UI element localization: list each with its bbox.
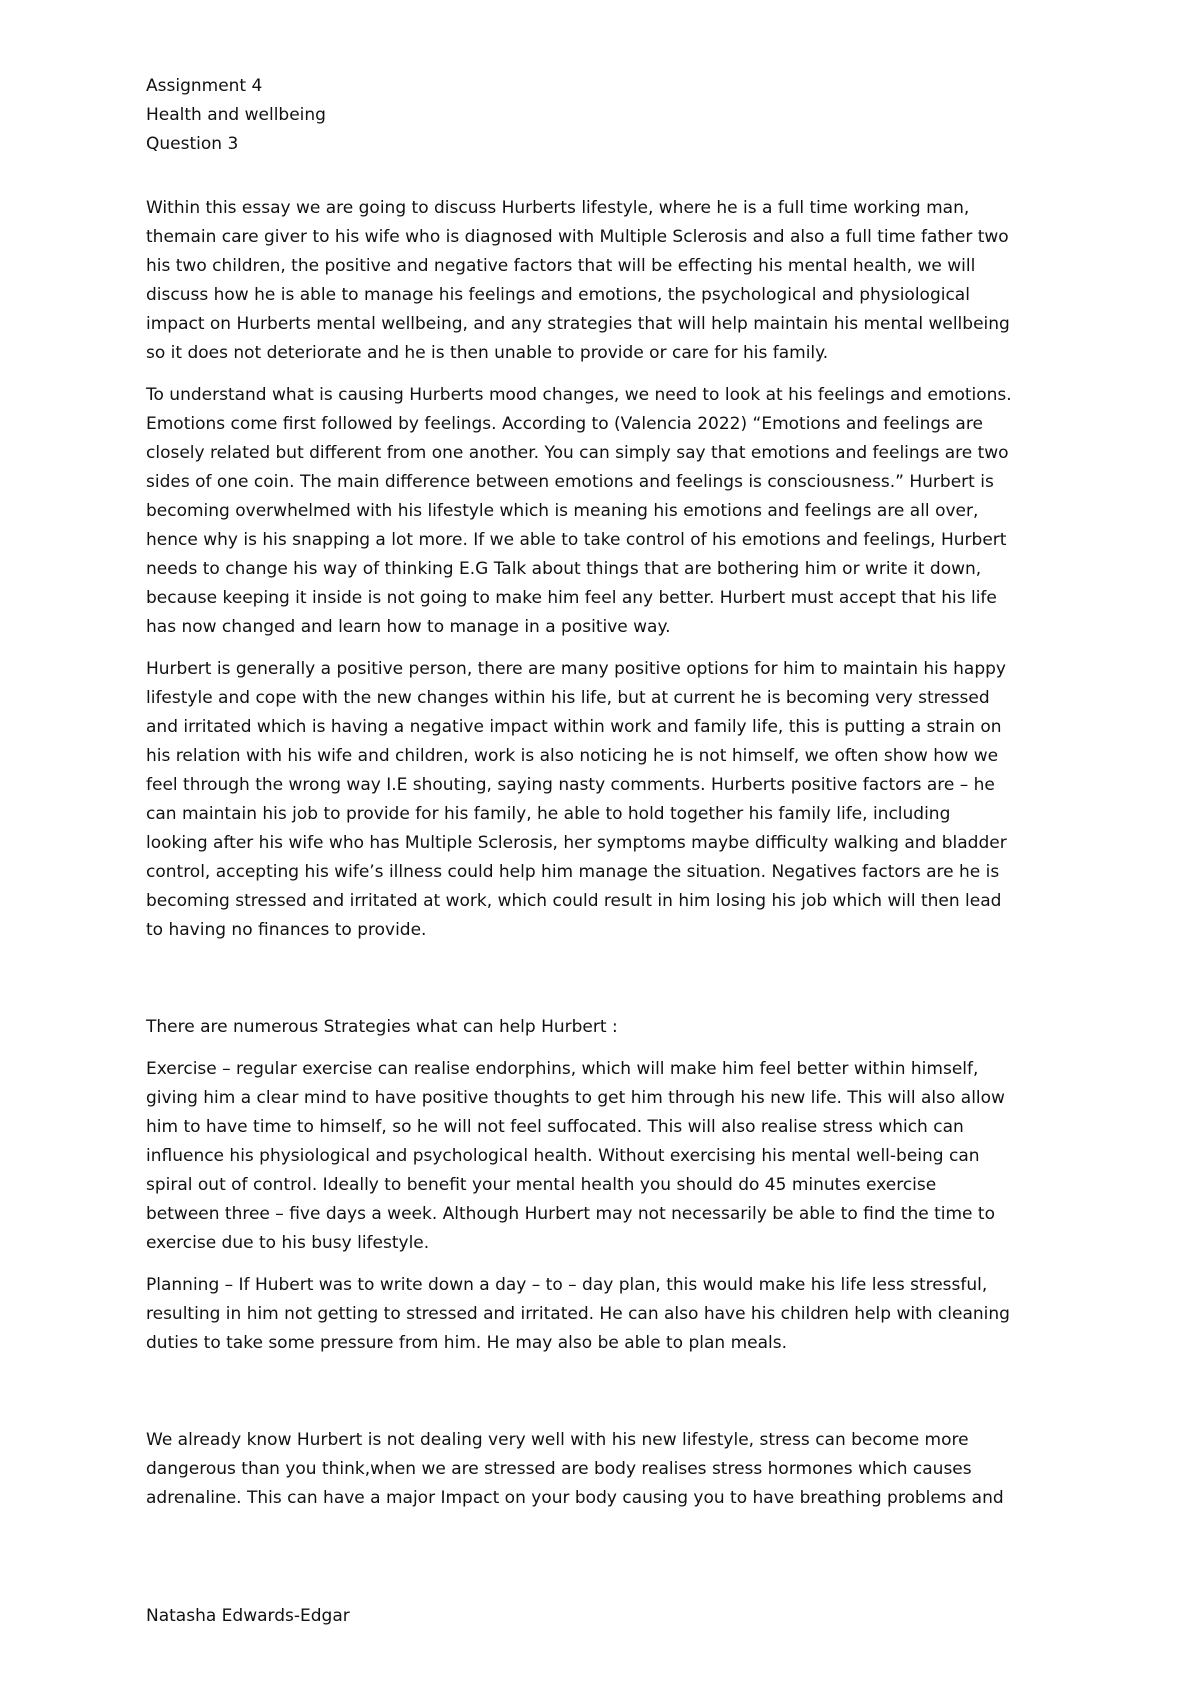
text-line: Emotions come first followed by feelings. According to (Valencia 2022) “Emotions and feelings are (146, 414, 983, 434)
text-line: his two children, the positive and negative factors that will be effecting his mental health, we will (146, 256, 976, 276)
text-line: impact on Hurberts mental wellbeing, and any strategies that will help maintain his mental wellbeing (146, 314, 1010, 334)
paragraph-factors (146, 655, 1066, 945)
strategies-heading (146, 1013, 1066, 1042)
text-line: To understand what is causing Hurberts mood changes, we need to look at his feelings and emotions. (146, 385, 1012, 405)
document-header (146, 72, 326, 159)
text-line: control, accepting his wife’s illness could help him manage the situation. Negatives factors are he is (146, 862, 1000, 882)
text-line: resulting in him not getting to stressed and irritated. He can also have his children help with cleaning (146, 1304, 1010, 1324)
text-line: becoming overwhelmed with his lifestyle which is meaning his emotions and feelings are all over, (146, 501, 979, 521)
text-line: closely related but different from one another. You can simply say that emotions and feelings are two (146, 443, 1009, 463)
paragraph-stress (146, 1426, 1066, 1513)
text-line: duties to take some pressure from him. He may also be able to plan meals. (146, 1333, 788, 1353)
text-line: themain care giver to his wife who is diagnosed with Multiple Sclerosis and also a full time father two (146, 227, 1009, 247)
text-line: adrenaline. This can have a major Impact on your body causing you to have breathing problems and (146, 1488, 1004, 1508)
text-line: can maintain his job to provide for his family, he able to hold together his family life, including (146, 804, 951, 824)
text-line: has now changed and learn how to manage in a positive way. (146, 617, 671, 637)
assignment-title: Assignment 4 (146, 76, 263, 96)
text-line: discuss how he is able to manage his feelings and emotions, the psychological and physiological (146, 285, 970, 305)
text-line: to having no finances to provide. (146, 920, 427, 940)
text-line: exercise due to his busy lifestyle. (146, 1233, 430, 1253)
essay-body (146, 194, 1066, 1513)
text-line: giving him a clear mind to have positive thoughts to get him through his new life. This will also allow (146, 1088, 1005, 1108)
question-number: Question 3 (146, 134, 239, 154)
paragraph-emotions (146, 381, 1066, 642)
text-line: spiral out of control. Ideally to benefit your mental health you should do 45 minutes exercise (146, 1175, 937, 1195)
text-line: Planning – If Hubert was to write down a day – to – day plan, this would make his life less stressful, (146, 1275, 988, 1295)
text-line: feel through the wrong way I.E shouting, saying nasty comments. Hurberts positive factors are – he (146, 775, 995, 795)
text-line: his relation with his wife and children, work is also noticing he is not himself, we often show how we (146, 746, 999, 766)
text-line: because keeping it inside is not going to make him feel any better. Hurbert must accept that his life (146, 588, 997, 608)
text-line: Hurbert is generally a positive person, there are many positive options for him to maintain his happy (146, 659, 1006, 679)
text-line: lifestyle and cope with the new changes within his life, but at current he is becoming very stressed (146, 688, 990, 708)
text-line: sides of one coin. The main difference between emotions and feelings is consciousness.” Hurbert is (146, 472, 994, 492)
text-line: Within this essay we are going to discuss Hurberts lifestyle, where he is a full time working man, (146, 198, 970, 218)
text-line: dangerous than you think,when we are stressed are body realises stress hormones which causes (146, 1459, 972, 1479)
text-line: so it does not deteriorate and he is then unable to provide or care for his family. (146, 343, 829, 363)
text-line: needs to change his way of thinking E.G Talk about things that are bothering him or write it down, (146, 559, 982, 579)
text-line: looking after his wife who has Multiple Sclerosis, her symptoms maybe difficulty walking and bladder (146, 833, 1007, 853)
paragraph-exercise (146, 1055, 1066, 1258)
module-title: Health and wellbeing (146, 105, 326, 125)
text-line: between three – five days a week. Although Hurbert may not necessarily be able to find the time to (146, 1204, 995, 1224)
text-line: hence why is his snapping a lot more. If we able to take control of his emotions and feelings, Hurbert (146, 530, 1007, 550)
text-line: influence his physiological and psychological health. Without exercising his mental well-being can (146, 1146, 980, 1166)
text-line: and irritated which is having a negative impact within work and family life, this is putting a strain on (146, 717, 1002, 737)
footer-author: Natasha Edwards-Edgar (146, 1606, 350, 1626)
text-line: Exercise – regular exercise can realise endorphins, which will make him feel better within himself, (146, 1059, 979, 1079)
paragraph-introduction (146, 194, 1066, 368)
text-line: becoming stressed and irritated at work, which could result in him losing his job which will then lead (146, 891, 1002, 911)
paragraph-planning (146, 1271, 1066, 1358)
text-line: There are numerous Strategies what can help Hurbert : (146, 1017, 618, 1037)
text-line: him to have time to himself, so he will not feel suffocated. This will also realise stress which can (146, 1117, 964, 1137)
text-line: We already know Hurbert is not dealing very well with his new lifestyle, stress can become more (146, 1430, 969, 1450)
